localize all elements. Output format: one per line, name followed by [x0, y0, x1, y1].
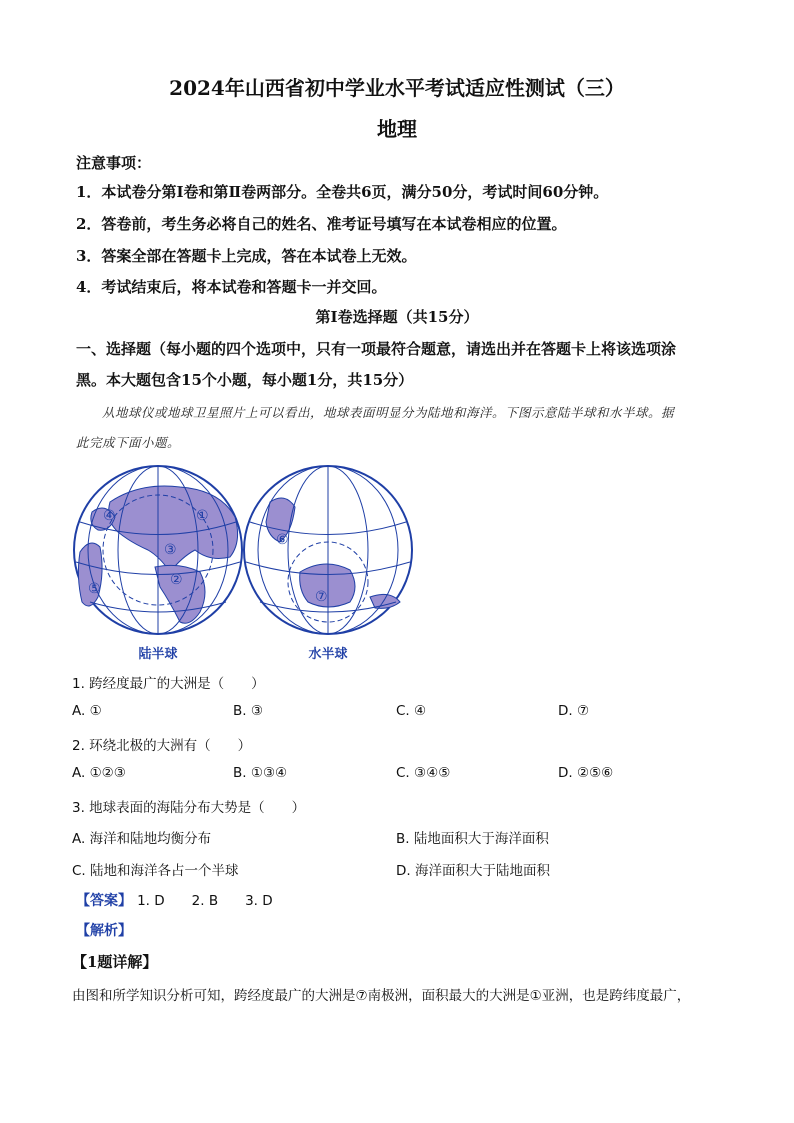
land-hemisphere-globe: [74, 466, 242, 634]
mark-1: ①: [196, 508, 209, 524]
detail-tag: 【1题详解】: [72, 953, 158, 971]
mark-7: ⑦: [315, 589, 328, 605]
section-instruction-1: 一、选择题（每小题的四个选项中，只有一项最符合题意，请选出并在答题卡上将该选项涂: [76, 340, 677, 358]
mark-5: ⑤: [88, 581, 101, 597]
mark-2: ②: [170, 572, 183, 588]
q2-option-d[interactable]: D. ②⑤⑥: [558, 765, 614, 781]
q3-option-a[interactable]: A. 海洋和陆地均衡分布: [72, 831, 212, 847]
detail-text: 由图和所学知识分析可知，跨经度最广的大洲是⑦南极洲，面积最大的大洲是①亚洲，也是跨纬度最广，: [72, 988, 691, 1004]
water-hemisphere-globe: [244, 466, 412, 634]
question-2-stem: 2. 环绕北极的大洲有（ ）: [72, 738, 252, 754]
section-instruction-2: 黑。本大题包含15个小题，每小题1分，共15分）: [76, 371, 414, 389]
question-1-stem: 1. 跨经度最广的大洲是（ ）: [72, 676, 265, 692]
analysis-tag: 【解析】: [76, 923, 132, 939]
question-3-stem: 3. 地球表面的海陆分布大势是（ ）: [72, 800, 306, 816]
q1-option-a[interactable]: A. ①: [72, 703, 102, 719]
mark-6: ⑥: [276, 532, 289, 548]
notice-item-2: 2．答卷前，考生务必将自己的姓名、准考证号填写在本试卷相应的位置。: [76, 215, 567, 233]
q3-option-b[interactable]: B. 陆地面积大于海洋面积: [396, 831, 549, 847]
q2-option-a[interactable]: A. ①②③: [72, 765, 126, 781]
answer-text: 1. D 2. B 3. D: [137, 893, 273, 909]
answer-row: [76, 889, 273, 910]
q1-option-c[interactable]: C. ④: [396, 703, 427, 719]
intro-line-1: 从地球仪或地球卫星照片上可以看出，地球表面明显分为陆地和海洋。下图示意陆半球和水半球。据: [102, 405, 675, 420]
subject-title: 地理: [377, 117, 417, 141]
mark-3: ③: [164, 542, 177, 558]
land-hemisphere-label: 陆半球: [138, 647, 178, 662]
q1-option-b[interactable]: B. ③: [233, 703, 263, 719]
notice-item-1: 1．本试卷分第Ⅰ卷和第Ⅱ卷两部分。全卷共6页，满分50分，考试时间60分钟。: [76, 183, 609, 201]
hemisphere-figure: [70, 462, 420, 662]
q3-option-d[interactable]: D. 海洋面积大于陆地面积: [396, 863, 550, 879]
water-hemisphere-label: 水半球: [308, 647, 348, 662]
notice-item-4: 4．考试结束后，将本试卷和答题卡一并交回。: [76, 278, 387, 296]
q2-option-b[interactable]: B. ①③④: [233, 765, 288, 781]
q2-option-c[interactable]: C. ③④⑤: [396, 765, 451, 781]
q3-option-c[interactable]: C. 陆地和海洋各占一个半球: [72, 863, 239, 879]
section-title: 第Ⅰ卷选择题（共15分）: [315, 308, 479, 326]
notice-heading: 注意事项：: [76, 154, 152, 172]
mark-4: ④: [103, 508, 116, 524]
q1-option-d[interactable]: D. ⑦: [558, 703, 590, 719]
notice-item-3: 3．答案全部在答题卡上完成，答在本试卷上无效。: [76, 247, 417, 265]
exam-title: 2024年山西省初中学业水平考试适应性测试（三）: [169, 76, 625, 100]
intro-line-2: 此完成下面小题。: [76, 435, 181, 450]
answer-tag: 【答案】: [76, 893, 132, 909]
